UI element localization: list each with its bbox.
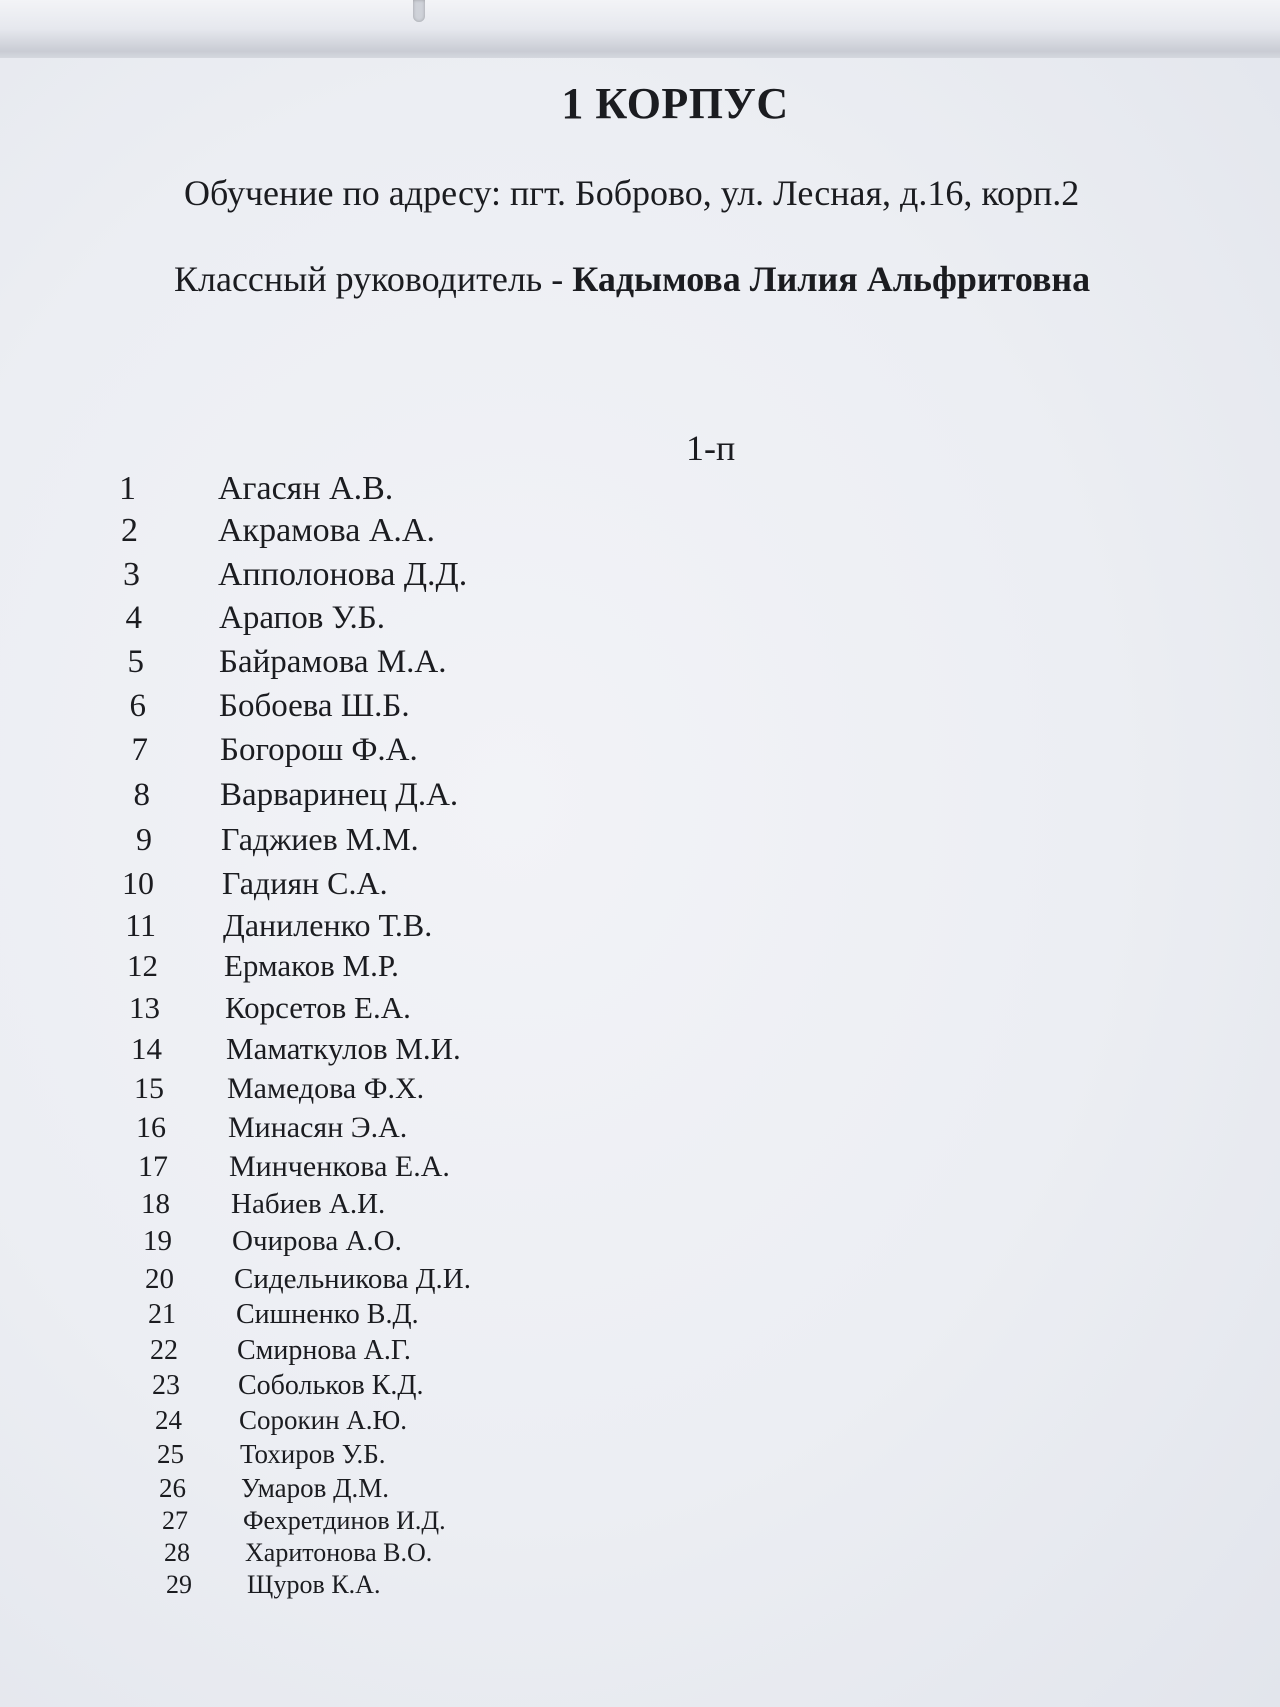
student-name: Акрамова А.А.	[218, 512, 435, 549]
student-name: Тохиров У.Б.	[240, 1439, 386, 1469]
list-item	[0, 948, 1280, 988]
student-name: Апполонова Д.Д.	[218, 556, 468, 593]
student-number: 2	[121, 512, 138, 549]
student-number: 18	[141, 1188, 170, 1220]
list-item	[0, 512, 1280, 552]
student-number: 14	[131, 1031, 162, 1066]
student-number: 3	[123, 556, 140, 593]
student-number: 26	[159, 1473, 186, 1503]
student-number: 15	[134, 1072, 164, 1105]
student-number: 19	[143, 1225, 172, 1257]
list-item	[0, 1111, 1280, 1151]
student-number: 8	[133, 777, 150, 813]
list-item	[0, 688, 1280, 728]
list-item	[0, 644, 1280, 684]
student-name: Набиев А.И.	[231, 1188, 386, 1220]
student-name: Богорош Ф.А.	[220, 732, 418, 768]
student-name: Умаров Д.М.	[241, 1473, 390, 1503]
student-number: 24	[155, 1405, 182, 1435]
list-item	[0, 1188, 1280, 1228]
student-name: Бобоева Ш.Б.	[219, 688, 410, 724]
list-item	[0, 1031, 1280, 1071]
student-number: 23	[152, 1370, 180, 1401]
student-number: 25	[157, 1439, 184, 1469]
list-item	[0, 907, 1280, 947]
student-name: Маматкулов М.И.	[226, 1031, 461, 1066]
student-number: 16	[136, 1111, 166, 1144]
student-name: Собольков К.Д.	[238, 1370, 424, 1401]
list-item	[0, 1263, 1280, 1303]
student-name: Даниленко Т.В.	[223, 907, 433, 943]
student-number: 22	[150, 1335, 178, 1366]
student-number: 27	[162, 1506, 188, 1535]
student-number: 9	[136, 821, 152, 857]
student-name: Гаджиев М.М.	[221, 821, 419, 857]
student-number: 12	[127, 948, 158, 983]
list-item	[0, 470, 1280, 510]
student-name: Байрамова М.А.	[219, 644, 447, 680]
student-name: Мамедова Ф.Х.	[227, 1072, 425, 1105]
list-item	[0, 777, 1280, 817]
address-line: Обучение по адресу: пгт. Боброво, ул. Лесная, д.16, корп.2	[184, 173, 1080, 213]
list-item	[0, 1335, 1280, 1375]
student-name: Сорокин А.Ю.	[239, 1405, 408, 1435]
student-name: Харитонова В.О.	[245, 1538, 433, 1567]
student-name: Смирнова А.Г.	[237, 1335, 411, 1366]
student-number: 10	[122, 865, 154, 901]
list-item	[0, 1225, 1280, 1265]
student-name: Корсетов Е.А.	[225, 990, 411, 1025]
student-number: 21	[148, 1299, 176, 1330]
student-number: 29	[166, 1570, 192, 1599]
student-name: Фехретдинов И.Д.	[243, 1506, 446, 1535]
student-name: Сидельникова Д.И.	[234, 1263, 471, 1295]
list-item	[0, 556, 1280, 596]
student-name: Арапов У.Б.	[219, 600, 385, 636]
teacher-label: Классный руководитель -	[174, 259, 573, 299]
student-name: Ермаков М.Р.	[224, 948, 399, 983]
student-number: 6	[129, 688, 146, 724]
student-number: 7	[131, 732, 148, 768]
group-label: 1-п	[686, 428, 736, 468]
list-item	[0, 1150, 1280, 1190]
student-name: Варваринец Д.А.	[220, 777, 459, 813]
student-number: 11	[125, 907, 156, 943]
student-name: Минченкова Е.А.	[229, 1150, 450, 1183]
list-item	[0, 600, 1280, 640]
list-item	[0, 821, 1280, 861]
student-number: 1	[119, 470, 136, 507]
list-item	[0, 865, 1280, 905]
student-name: Минасян Э.А.	[228, 1111, 408, 1144]
student-name: Очирова А.О.	[232, 1225, 402, 1257]
student-name: Щуров К.А.	[247, 1570, 381, 1599]
student-name: Сишненко В.Д.	[236, 1299, 419, 1330]
list-item	[0, 1570, 1280, 1610]
list-item	[0, 732, 1280, 772]
page-title: 1 КОРПУС	[561, 79, 789, 128]
student-number: 4	[125, 600, 142, 636]
student-name: Гадиян С.А.	[222, 865, 388, 901]
list-item	[0, 990, 1280, 1030]
student-number: 20	[145, 1263, 174, 1295]
list-item	[0, 1072, 1280, 1112]
student-number: 13	[129, 990, 160, 1025]
list-item	[0, 1370, 1280, 1410]
student-number: 17	[138, 1150, 168, 1183]
list-item	[0, 1299, 1280, 1339]
student-name: Агасян А.В.	[218, 470, 394, 507]
student-number: 28	[164, 1538, 190, 1567]
student-number: 5	[127, 644, 144, 680]
teacher-name: Кадымова Лилия Альфритовна	[572, 259, 1091, 299]
